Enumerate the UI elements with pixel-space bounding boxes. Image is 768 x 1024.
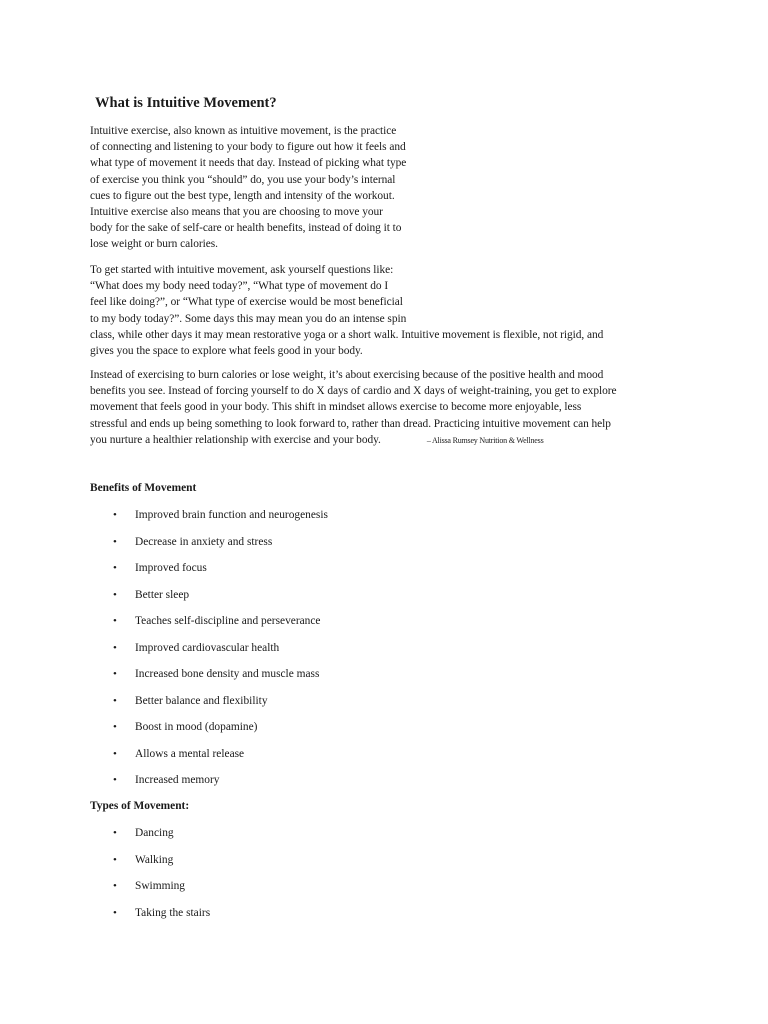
list-item-label: Swimming [135, 880, 186, 892]
list-item-label: Increased bone density and muscle mass [135, 668, 320, 680]
text-line: Instead of exercising to burn calories or lose weight, it’s about exercising because of the positive health and mood [90, 369, 604, 381]
text-line: gives you the space to explore what feels good in your body. [90, 345, 363, 358]
bullet-icon: • [113, 774, 117, 786]
text-line: “What does my body need today?”, “What type of movement do I [90, 280, 389, 293]
list-item-label: Increased memory [135, 774, 220, 786]
benefits-heading: Benefits of Movement [90, 482, 197, 494]
bullet-icon: • [113, 721, 117, 733]
text-line: class, while other days it may mean restorative yoga or a short walk. Intuitive movement is flexible, not rigid, and [90, 328, 604, 341]
bullet-icon: • [113, 615, 117, 627]
text-line: movement that feels good in your body. This shift in mindset allows exercise to become more enjoyable, less [90, 401, 582, 414]
list-item-label: Taking the stairs [135, 906, 211, 919]
bullet-icon: • [113, 588, 117, 601]
text-line: of connecting and listening to your body to figure out how it feels and [90, 141, 406, 154]
bullet-icon: • [113, 747, 117, 760]
list-item-label: Walking [135, 853, 174, 866]
list-item-label: Better balance and flexibility [135, 694, 268, 707]
bullet-icon: • [113, 668, 117, 680]
list-item-label: Better sleep [135, 588, 190, 601]
text-line: you nurture a healthier relationship with exercise and your body. [90, 433, 381, 446]
text-line: benefits you see. Instead of forcing yourself to do X days of cardio and X days of weight-training, you get to explore [90, 385, 617, 398]
text-line: stressful and ends up being something to look forward to, rather than dread. Practicing intuitive movement can help [90, 417, 611, 430]
bullet-icon: • [113, 535, 117, 548]
list-item-label: Decrease in anxiety and stress [135, 535, 273, 548]
text-line: of exercise you think you “should” do, you use your body’s internal [90, 173, 396, 186]
attribution: – Alissa Rumsey Nutrition & Wellness [426, 435, 544, 445]
text-line: Intuitive exercise, also known as intuitive movement, is the practice [90, 125, 397, 137]
types-heading: Types of Movement: [90, 800, 190, 812]
paragraph-getting-started [90, 262, 603, 359]
bullet-icon: • [113, 880, 117, 892]
text-line: feel like doing?”, or “What type of exercise would be most beneficial [90, 296, 403, 309]
text-line: to my body today?”. Some days this may mean you do an intense spin [90, 312, 407, 325]
list-item-label: Allows a mental release [135, 747, 245, 760]
bullet-icon: • [113, 853, 117, 866]
page-title: What is Intuitive Movement? [95, 95, 277, 111]
list-item-label: Dancing [135, 827, 174, 839]
text-line: cues to figure out the best type, length and intensity of the workout. [90, 189, 395, 202]
list-item-label: Boost in mood (dopamine) [135, 721, 258, 733]
bullet-icon: • [113, 906, 117, 919]
bullet-icon: • [113, 562, 117, 574]
text-line: what type of movement it needs that day. Instead of picking what type [90, 157, 407, 170]
bullet-icon: • [113, 694, 117, 707]
text-line: To get started with intuitive movement, ask yourself questions like: [90, 264, 394, 276]
text-line-with-attribution [90, 432, 616, 449]
paragraph-mindset [90, 367, 616, 449]
text-line: Intuitive exercise also means that you are choosing to move your [90, 206, 383, 219]
text-line: lose weight or burn calories. [90, 238, 218, 251]
bullet-icon: • [113, 641, 117, 654]
list-item-label: Teaches self-discipline and perseverance [135, 615, 321, 627]
bullet-icon: • [113, 827, 117, 839]
paragraph-definition [90, 123, 406, 253]
list-item-label: Improved brain function and neurogenesis [135, 509, 328, 521]
bullet-icon: • [113, 509, 117, 521]
text-line: body for the sake of self-care or health benefits, instead of doing it to [90, 222, 402, 235]
list-item-label: Improved cardiovascular health [135, 641, 280, 654]
list-item-label: Improved focus [135, 562, 207, 574]
